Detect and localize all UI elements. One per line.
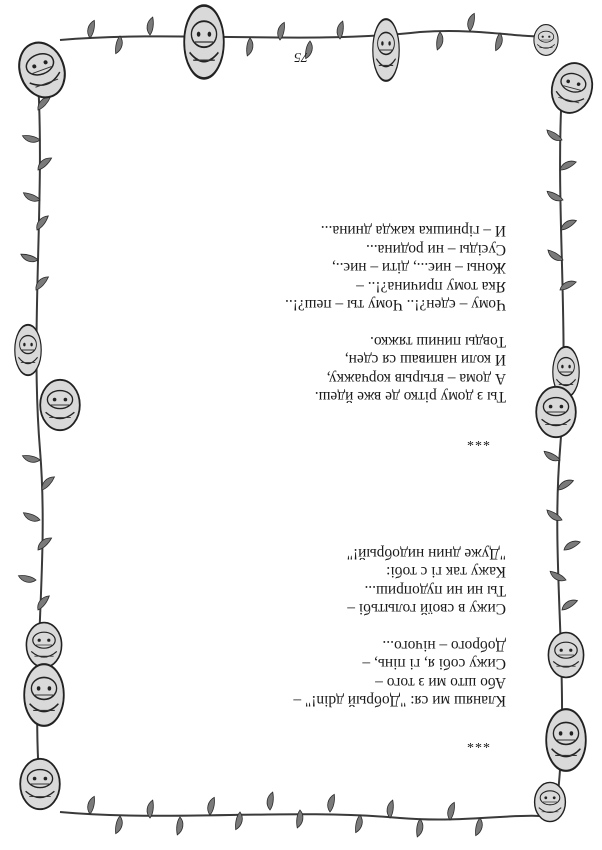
page-number: 75 <box>294 49 308 64</box>
poem-line: Доброго – нічого... <box>382 636 506 654</box>
poem-separator: *** <box>466 433 490 448</box>
poem-line: И – гірнишка кажда днина... <box>320 222 506 240</box>
poem-line: "Дуже днин нидобрый!" <box>346 544 506 562</box>
poem-line: Ты ни ни пудоприш... <box>364 581 506 599</box>
stanza-gap <box>285 313 506 331</box>
poem-line: Яка тому причина?!.. – <box>356 277 506 295</box>
poem-1 <box>293 543 506 709</box>
poem-line: Товды пиниш тяжко. <box>370 332 506 350</box>
poem-line: И коли напиваш ся сден, <box>344 351 506 369</box>
poem-line: Сижу собі я, гі пінь, – <box>362 655 506 673</box>
poem-2 <box>285 221 506 405</box>
poem-line: Кланяш ми ся: "Добрый дdin!" – <box>293 692 506 709</box>
poem-separator: *** <box>466 735 490 750</box>
stanza-gap <box>293 617 506 635</box>
poem-line: Чому – єден?!.. Чому ты – пеш?!.. <box>285 296 506 314</box>
poem-line: Жоны – ниє..., діти – ниє.., <box>331 259 506 277</box>
poem-line: Кажу так гі с тобі: <box>386 563 506 581</box>
poem-line: А дома – втырыв корчажку, <box>326 369 506 387</box>
poem-line: Ты з дому рітко де вже йдеш. <box>314 388 506 405</box>
poem-line: Суєіды – ни родина... <box>366 240 506 258</box>
poem-line: Сижу в своїй голытьбі – <box>347 600 506 618</box>
poem-line: Або што ми з того – <box>375 673 506 691</box>
